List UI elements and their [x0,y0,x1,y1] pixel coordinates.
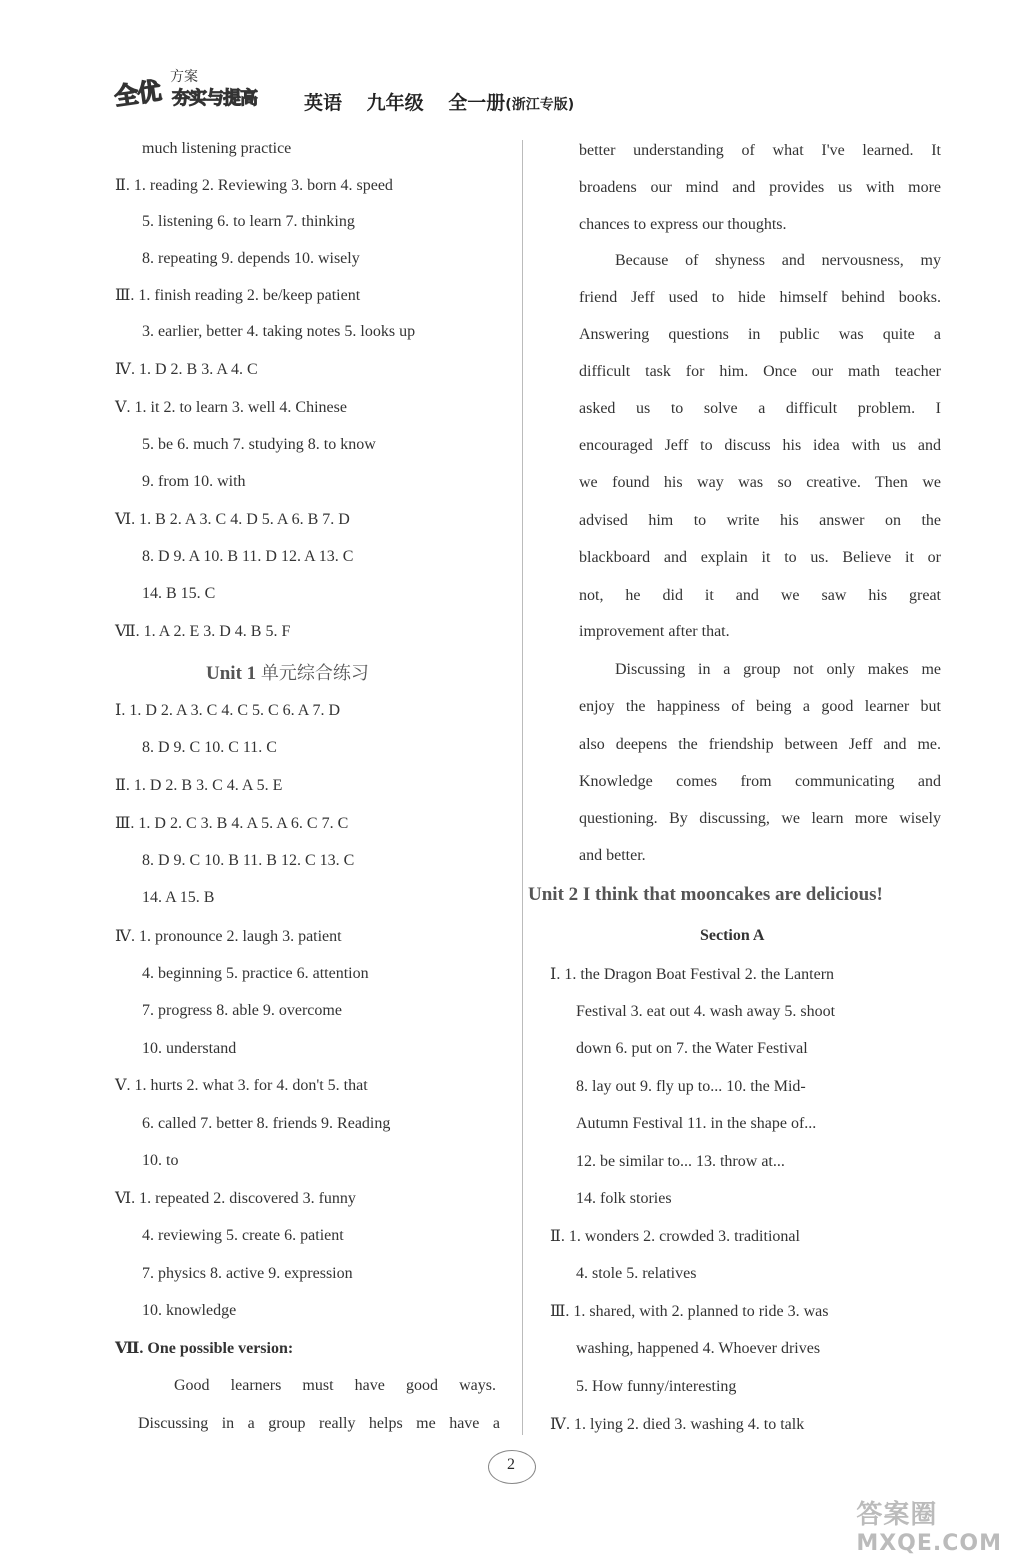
brand-logo [108,66,278,116]
essay-line: Knowledge comes from communicating and [579,773,941,790]
answer-line: Ⅵ. 1. repeated 2. discovered 3. funny [115,1190,356,1207]
answer-line: Ⅵ. 1. B 2. A 3. C 4. D 5. A 6. B 7. D [115,511,350,528]
essay-line: improvement after that. [579,623,730,640]
answer-line: 4. beginning 5. practice 6. attention [142,965,369,982]
essay-line: we found his way was so creative. Then we [579,474,941,491]
answer-line: down 6. put on 7. the Water Festival [576,1040,808,1057]
answer-line: washing, happened 4. Whoever drives [576,1340,821,1357]
answer-line: 8. D 9. A 10. B 11. D 12. A 13. C [142,548,354,565]
answer-line: 10. knowledge [142,1302,237,1319]
watermark-url: MXQE.COM [856,1531,1002,1556]
answer-line: much listening practice [142,140,292,157]
column-divider [522,140,523,1435]
answer-line: 5. How funny/interesting [576,1378,737,1395]
answer-line: 4. reviewing 5. create 6. patient [142,1227,344,1244]
answer-line: Ⅳ. 1. lying 2. died 3. washing 4. to talk [550,1416,805,1433]
essay-line: not, he did it and we saw his great [579,587,941,604]
unit-heading-cn: 单元综合练习 [260,663,369,684]
answer-line: Autumn Festival 11. in the shape of... [576,1115,817,1132]
answer-line: 6. called 7. better 8. friends 9. Reading [142,1115,391,1132]
essay-line: Discussing in a group really helps me have a [138,1415,500,1432]
unit1-review-heading [206,659,369,685]
essay-line: Answering questions in public was quite a [579,326,941,343]
answer-line: Ⅰ. 1. the Dragon Boat Festival 2. the Lantern [550,966,835,983]
answer-line: Ⅴ. 1. it 2. to learn 3. well 4. Chinese [115,399,347,416]
answer-line: 14. A 15. B [142,889,215,906]
page-number-badge [488,1450,534,1482]
answer-line: 5. be 6. much 7. studying 8. to know [142,436,376,453]
logo-main-text: 全优 [112,76,163,112]
essay-line: friend Jeff used to hide himself behind books. [579,289,941,306]
answer-line: Ⅱ. 1. D 2. B 3. C 4. A 5. E [115,777,283,794]
essay-line: also deepens the friendship between Jeff and me. [579,736,941,753]
volume: 全一册 [448,92,506,114]
essay-line: Good learners must have good ways. [174,1377,496,1394]
grade: 九年级 [366,92,424,114]
essay-line: Because of shyness and nervousness, my [615,252,941,269]
essay-line: questioning. By discussing, we learn more wisely [579,810,941,827]
essay-line: asked us to solve a difficult problem. I [579,400,941,417]
answer-line: 14. B 15. C [142,585,216,602]
section-a-title: Section A [700,927,765,944]
unit2-heading: Unit 2 I think that mooncakes are delicious! [528,884,883,905]
essay-line: advised him to write his answer on the [579,512,941,529]
answer-line: 7. progress 8. able 9. overcome [142,1002,342,1019]
subject: 英语 [304,92,343,114]
logo-subtext-2: 夯实与提高 [172,88,257,109]
answer-line: Ⅲ. 1. shared, with 2. planned to ride 3. was [550,1303,829,1320]
essay-line: better understanding of what I've learned. It [579,142,941,159]
answer-line: 10. to [142,1152,179,1169]
answer-line: 8. repeating 9. depends 10. wisely [142,250,360,267]
answer-line: Ⅴ. 1. hurts 2. what 3. for 4. don't 5. that [115,1077,368,1094]
answer-line: Ⅶ. 1. A 2. E 3. D 4. B 5. F [115,623,291,640]
page-header [108,58,668,118]
answer-line: 8. lay out 9. fly up to... 10. the Mid- [576,1078,806,1095]
answer-line: 4. stole 5. relatives [576,1265,697,1282]
answer-line: Ⅳ. 1. D 2. B 3. A 4. C [115,361,258,378]
answer-line: Ⅰ. 1. D 2. A 3. C 4. C 5. C 6. A 7. D [115,702,341,719]
essay-line: enjoy the happiness of being a good learner but [579,698,941,715]
answer-line: 8. D 9. C 10. C 11. C [142,739,277,756]
logo-subtext-1: 方案 [170,69,198,85]
answer-line: 9. from 10. with [142,473,246,490]
answer-line: Ⅱ. 1. reading 2. Reviewing 3. born 4. speed [115,177,393,194]
edition: (浙江专版) [505,97,575,113]
essay-line: broadens our mind and provides us with more [579,179,941,196]
answer-line: 7. physics 8. active 9. expression [142,1265,353,1282]
watermark [856,1494,1002,1556]
answer-line: Festival 3. eat out 4. wash away 5. shoot [576,1003,836,1020]
book-title [304,88,574,115]
answer-line: Ⅲ. 1. finish reading 2. be/keep patient [115,287,361,304]
watermark-text: 答案圈 [856,1500,938,1530]
answer-line: 8. D 9. C 10. B 11. B 12. C 13. C [142,852,355,869]
answer-line: 12. be similar to... 13. throw at... [576,1153,785,1170]
essay-line: encouraged Jeff to discuss his idea with us and [579,437,941,454]
answer-line: Ⅲ. 1. D 2. C 3. B 4. A 5. A 6. C 7. C [115,815,349,832]
answer-line: 14. folk stories [576,1190,672,1207]
answer-line: 5. listening 6. to learn 7. thinking [142,213,355,230]
page-number: 2 [507,1456,515,1473]
answer-line: Ⅱ. 1. wonders 2. crowded 3. traditional [550,1228,800,1245]
unit-heading-en: Unit 1 [206,663,261,684]
answer-line: 10. understand [142,1040,237,1057]
answer-line: 3. earlier, better 4. taking notes 5. looks up [142,323,416,340]
essay-line: difficult task for him. Once our math teacher [579,363,941,380]
essay-line: blackboard and explain it to us. Believe it or [579,549,941,566]
essay-line: chances to express our thoughts. [579,216,787,233]
answer-line: Ⅶ. One possible version: [115,1340,294,1357]
essay-line: and better. [579,847,646,864]
essay-line: Discussing in a group not only makes me [615,661,941,678]
answer-line: Ⅳ. 1. pronounce 2. laugh 3. patient [115,928,342,945]
